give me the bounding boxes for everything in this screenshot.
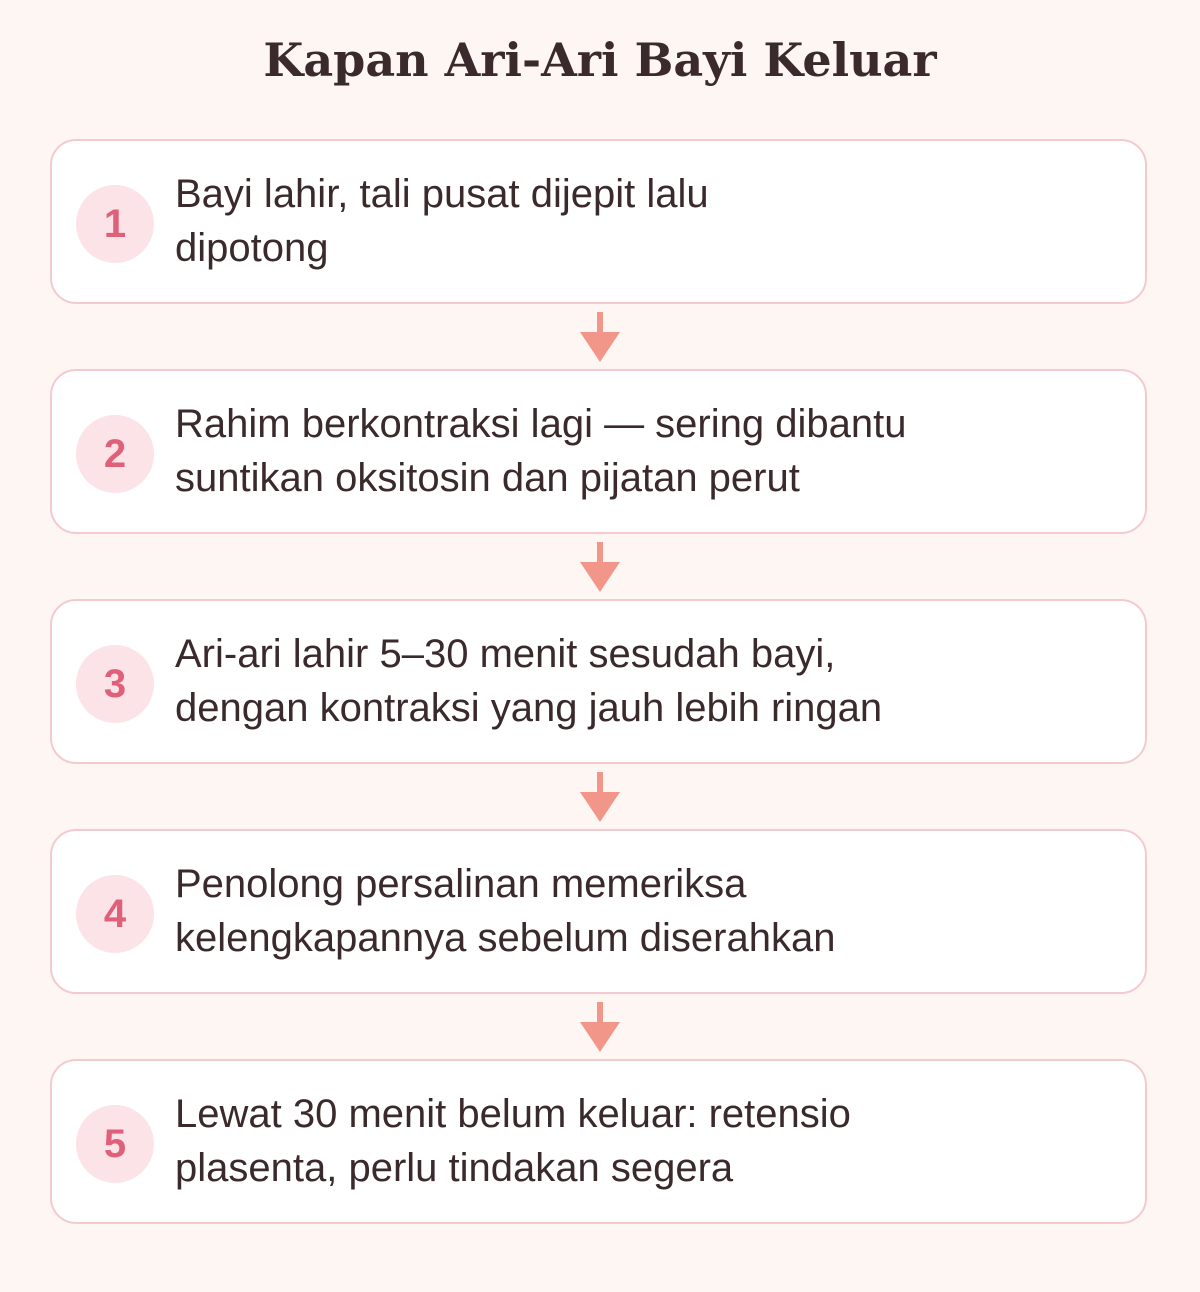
arrow-down-icon [576,542,624,594]
step-1 [50,139,1147,304]
step-text: Penolong persalinan memeriksa kelengkapannya sebelum diserahkan [175,862,836,960]
step-number-badge: 1 [76,185,154,263]
diagram-title: Kapan Ari-Ari Bayi Keluar [263,33,937,87]
step-text: Ari-ari lahir 5–30 menit sesudah bayi, dengan kontraksi yang jauh lebih ringan [175,632,883,730]
step-number-badge: 4 [76,875,154,953]
step-number-badge: 5 [76,1105,154,1183]
step-text: Bayi lahir, tali pusat dijepit lalu dipotong [175,172,709,270]
arrow-down-icon [576,772,624,824]
step-text: Rahim berkontraksi lagi — sering dibantu suntikan oksitosin dan pijatan perut [175,402,907,500]
step-2 [50,369,1147,534]
arrow-down-icon [576,312,624,364]
step-4 [50,829,1147,994]
step-3 [50,599,1147,764]
arrow-down-icon [576,1002,624,1054]
step-5 [50,1059,1147,1224]
step-text: Lewat 30 menit belum keluar: retensio plasenta, perlu tindakan segera [175,1092,851,1190]
step-number-badge: 2 [76,415,154,493]
step-number-badge: 3 [76,645,154,723]
